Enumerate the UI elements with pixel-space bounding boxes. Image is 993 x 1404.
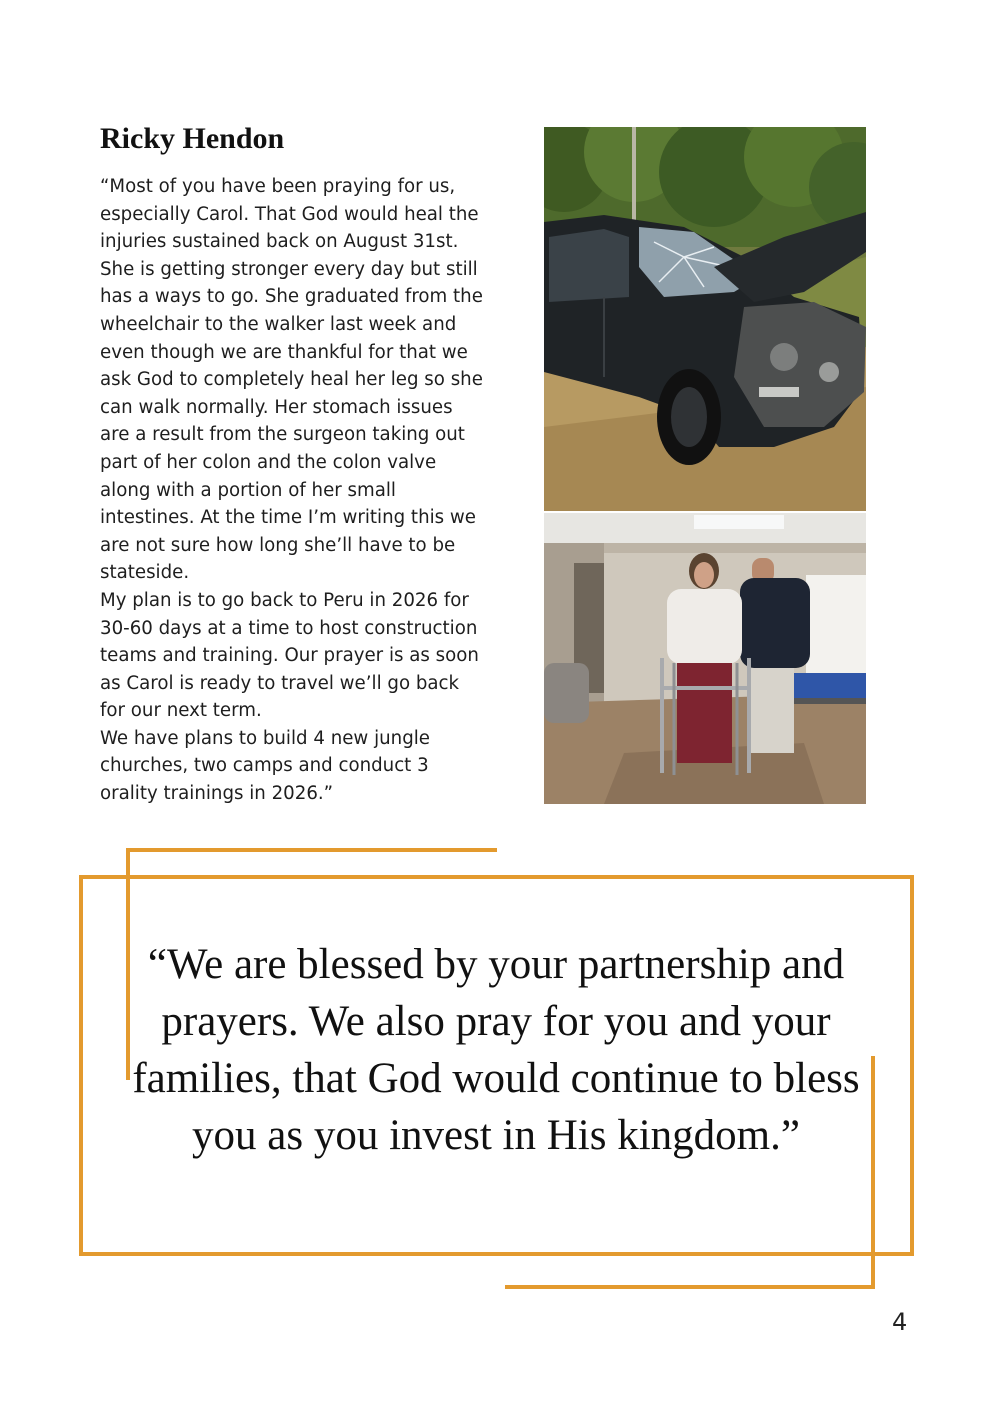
walker-photo — [544, 513, 866, 804]
article-title: Ricky Hendon — [100, 122, 285, 155]
article-paragraph-1: “Most of you have been praying for us, especially Carol. That God would heal the injuries sustained back on August 31st. She is getting stronger every day but still has a ways to go. She graduated from the wheelchair to the walker last week and even though we are thankful for that we ask God to completely heal her leg so she can walk normally. Her stomach issues are a result from the surgeon taking out part of her colon and the colon valve along with a portion of her small intestines. At the time I’m writing this we are not sure how long she’ll have to be stateside. — [100, 176, 483, 584]
frame-line-bottom-outer — [79, 1252, 914, 1256]
frame-line-right-outer — [910, 875, 914, 1256]
article-paragraph-2: My plan is to go back to Peru in 2026 for 30-60 days at a time to host construction teams and training. Our prayer is as soon as Carol is ready to travel we’ll go back for our next term. — [100, 589, 479, 722]
frame-line-top-inner — [126, 848, 497, 852]
frame-line-top-outer — [79, 875, 914, 879]
article-body — [100, 173, 500, 808]
pull-quote: “We are blessed by your partnership and prayers. We also pray for you and your families, that God would continue to bless you as you invest in His kingdom.” — [132, 941, 860, 1159]
wrecked-car-photo — [544, 127, 866, 511]
frame-line-left-outer — [79, 875, 83, 1256]
page-number: 4 — [892, 1308, 908, 1336]
frame-line-bottom-inner — [505, 1285, 875, 1289]
article-paragraph-3: We have plans to build 4 new jungle churches, two camps and conduct 3 orality trainings in 2026.” — [100, 727, 430, 805]
